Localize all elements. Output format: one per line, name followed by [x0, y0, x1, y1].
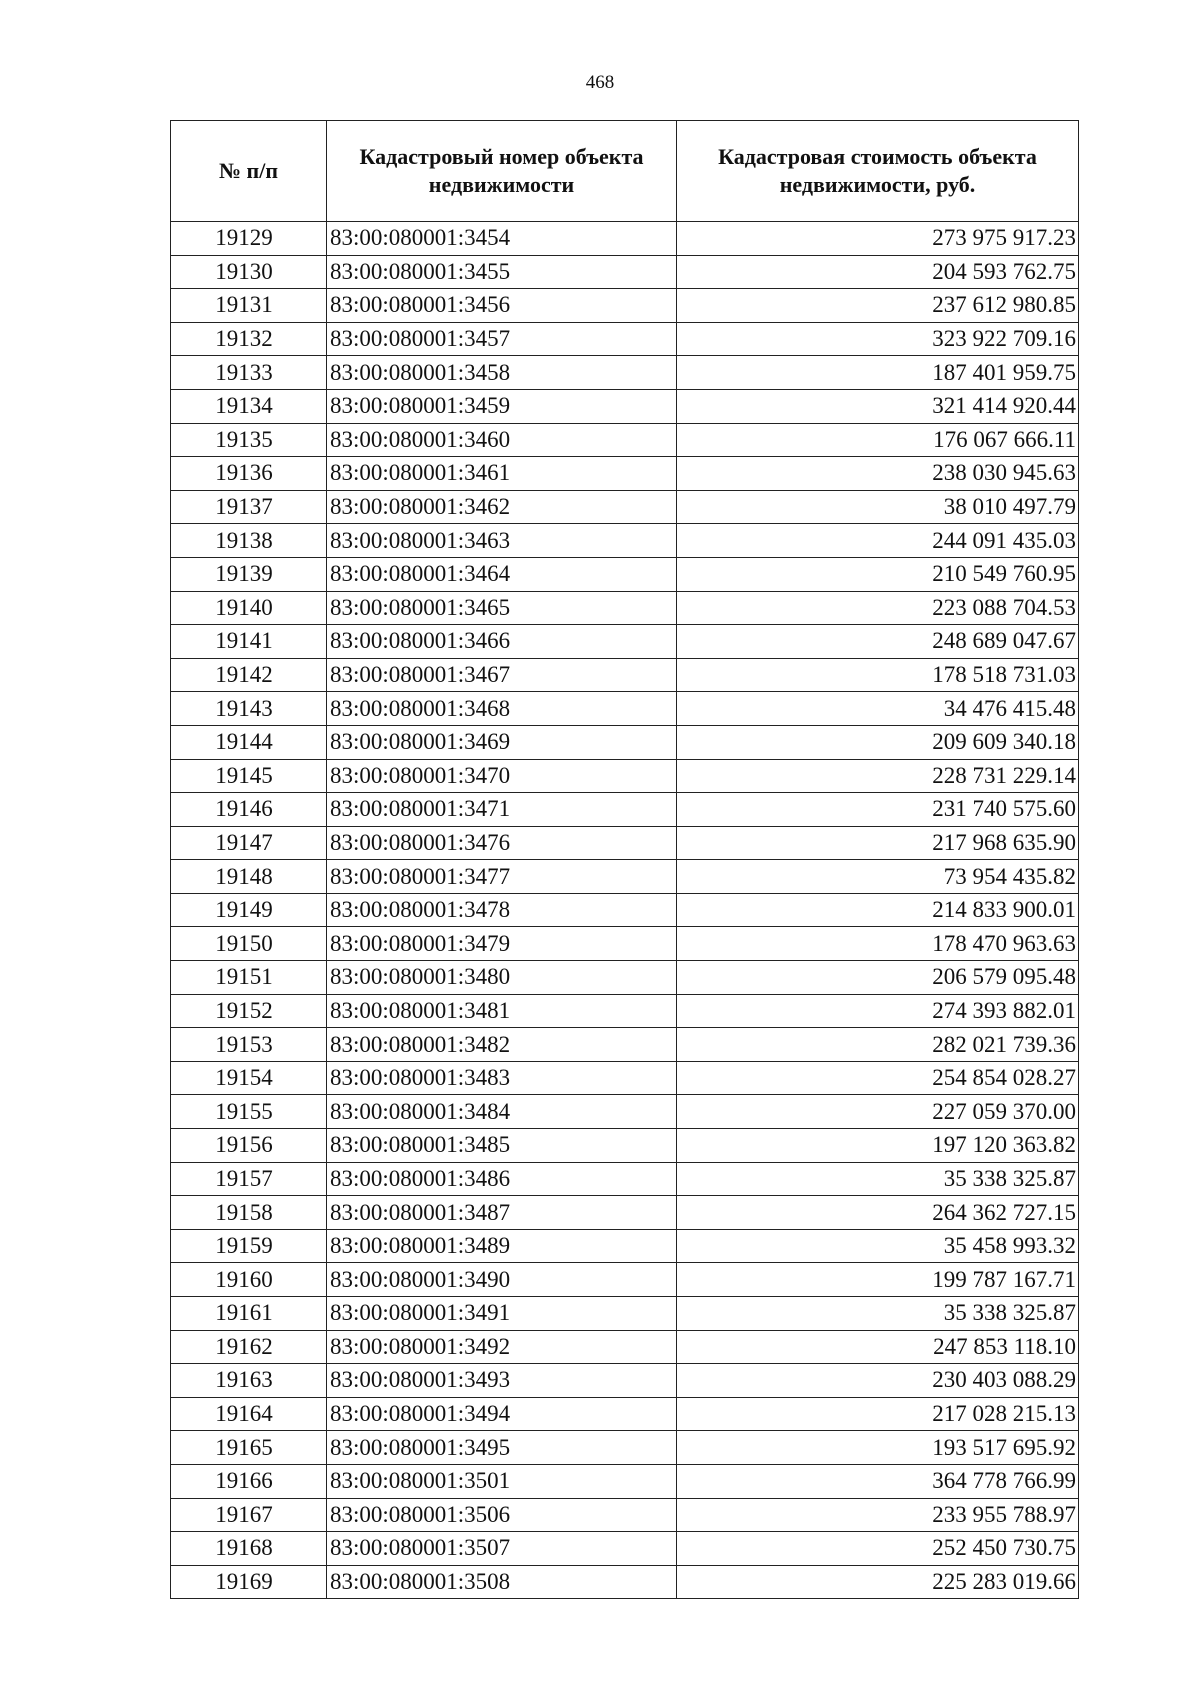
cadastral-value-cell: 197 120 363.82 — [677, 1129, 1079, 1163]
column-header-cadastral-number: Кадастровый номер объекта недвижимости — [327, 121, 677, 222]
table-row — [171, 1532, 1079, 1566]
row-number-cell: 19148 — [171, 860, 327, 894]
table-body — [171, 222, 1079, 1599]
cadastral-number-cell: 83:00:080001:3490 — [327, 1263, 677, 1297]
table-row — [171, 994, 1079, 1028]
cadastral-number-cell: 83:00:080001:3494 — [327, 1397, 677, 1431]
cadastral-value-cell: 231 740 575.60 — [677, 793, 1079, 827]
cadastral-number-cell: 83:00:080001:3508 — [327, 1565, 677, 1599]
cadastral-value-cell: 193 517 695.92 — [677, 1431, 1079, 1465]
cadastral-number-cell: 83:00:080001:3463 — [327, 524, 677, 558]
cadastral-number-cell: 83:00:080001:3470 — [327, 759, 677, 793]
table-row — [171, 1229, 1079, 1263]
row-number-cell: 19129 — [171, 222, 327, 256]
table-row — [171, 893, 1079, 927]
cadastral-number-cell: 83:00:080001:3485 — [327, 1129, 677, 1163]
row-number-cell: 19152 — [171, 994, 327, 1028]
row-number-cell: 19142 — [171, 658, 327, 692]
cadastral-value-cell: 273 975 917.23 — [677, 222, 1079, 256]
cadastral-number-cell: 83:00:080001:3476 — [327, 826, 677, 860]
row-number-cell: 19133 — [171, 356, 327, 390]
cadastral-number-cell: 83:00:080001:3487 — [327, 1196, 677, 1230]
cadastral-number-cell: 83:00:080001:3459 — [327, 389, 677, 423]
cadastral-value-cell: 254 854 028.27 — [677, 1061, 1079, 1095]
cadastral-value-cell: 73 954 435.82 — [677, 860, 1079, 894]
cadastral-value-cell: 35 338 325.87 — [677, 1162, 1079, 1196]
row-number-cell: 19141 — [171, 625, 327, 659]
row-number-cell: 19145 — [171, 759, 327, 793]
cadastral-number-cell: 83:00:080001:3477 — [327, 860, 677, 894]
cadastral-number-cell: 83:00:080001:3482 — [327, 1028, 677, 1062]
row-number-cell: 19151 — [171, 961, 327, 995]
cadastral-number-cell: 83:00:080001:3465 — [327, 591, 677, 625]
cadastral-value-cell: 178 470 963.63 — [677, 927, 1079, 961]
cadastral-value-cell: 38 010 497.79 — [677, 490, 1079, 524]
cadastral-value-cell: 248 689 047.67 — [677, 625, 1079, 659]
cadastral-number-cell: 83:00:080001:3481 — [327, 994, 677, 1028]
row-number-cell: 19156 — [171, 1129, 327, 1163]
cadastral-value-cell: 230 403 088.29 — [677, 1364, 1079, 1398]
cadastral-value-cell: 34 476 415.48 — [677, 692, 1079, 726]
row-number-cell: 19138 — [171, 524, 327, 558]
cadastral-value-cell: 217 968 635.90 — [677, 826, 1079, 860]
cadastral-value-cell: 247 853 118.10 — [677, 1330, 1079, 1364]
row-number-cell: 19147 — [171, 826, 327, 860]
cadastral-value-cell: 244 091 435.03 — [677, 524, 1079, 558]
cadastral-value-cell: 187 401 959.75 — [677, 356, 1079, 390]
cadastral-value-cell: 204 593 762.75 — [677, 255, 1079, 289]
cadastral-value-cell: 227 059 370.00 — [677, 1095, 1079, 1129]
row-number-cell: 19161 — [171, 1297, 327, 1331]
row-number-cell: 19153 — [171, 1028, 327, 1062]
cadastral-number-cell: 83:00:080001:3478 — [327, 893, 677, 927]
row-number-cell: 19165 — [171, 1431, 327, 1465]
table-row — [171, 524, 1079, 558]
cadastral-value-cell: 252 450 730.75 — [677, 1532, 1079, 1566]
table-row — [171, 423, 1079, 457]
table-row — [171, 759, 1079, 793]
cadastral-value-cell: 209 609 340.18 — [677, 725, 1079, 759]
cadastral-value-cell: 35 458 993.32 — [677, 1229, 1079, 1263]
row-number-cell: 19132 — [171, 322, 327, 356]
cadastral-value-cell: 233 955 788.97 — [677, 1498, 1079, 1532]
cadastral-value-cell: 228 731 229.14 — [677, 759, 1079, 793]
cadastral-number-cell: 83:00:080001:3492 — [327, 1330, 677, 1364]
row-number-cell: 19144 — [171, 725, 327, 759]
row-number-cell: 19158 — [171, 1196, 327, 1230]
cadastral-value-cell: 321 414 920.44 — [677, 389, 1079, 423]
cadastral-number-cell: 83:00:080001:3480 — [327, 961, 677, 995]
cadastral-value-cell: 223 088 704.53 — [677, 591, 1079, 625]
row-number-cell: 19136 — [171, 457, 327, 491]
cadastral-value-cell: 206 579 095.48 — [677, 961, 1079, 995]
table-row — [171, 1464, 1079, 1498]
table-row — [171, 1095, 1079, 1129]
cadastral-number-cell: 83:00:080001:3501 — [327, 1464, 677, 1498]
table-row — [171, 356, 1079, 390]
cadastral-number-cell: 83:00:080001:3486 — [327, 1162, 677, 1196]
row-number-cell: 19139 — [171, 557, 327, 591]
table-row — [171, 1196, 1079, 1230]
cadastral-value-cell: 237 612 980.85 — [677, 289, 1079, 323]
row-number-cell: 19168 — [171, 1532, 327, 1566]
row-number-cell: 19130 — [171, 255, 327, 289]
cadastral-number-cell: 83:00:080001:3456 — [327, 289, 677, 323]
table-row — [171, 289, 1079, 323]
cadastral-value-cell: 225 283 019.66 — [677, 1565, 1079, 1599]
row-number-cell: 19163 — [171, 1364, 327, 1398]
cadastral-number-cell: 83:00:080001:3462 — [327, 490, 677, 524]
cadastral-value-cell: 323 922 709.16 — [677, 322, 1079, 356]
cadastral-value-cell: 210 549 760.95 — [677, 557, 1079, 591]
cadastral-number-cell: 83:00:080001:3466 — [327, 625, 677, 659]
row-number-cell: 19155 — [171, 1095, 327, 1129]
cadastral-value-cell: 264 362 727.15 — [677, 1196, 1079, 1230]
cadastral-number-cell: 83:00:080001:3468 — [327, 692, 677, 726]
cadastral-value-cell: 282 021 739.36 — [677, 1028, 1079, 1062]
table-row — [171, 961, 1079, 995]
cadastral-number-cell: 83:00:080001:3455 — [327, 255, 677, 289]
cadastral-value-cell: 217 028 215.13 — [677, 1397, 1079, 1431]
row-number-cell: 19131 — [171, 289, 327, 323]
table-row — [171, 826, 1079, 860]
row-number-cell: 19140 — [171, 591, 327, 625]
table-row — [171, 591, 1079, 625]
table-row — [171, 557, 1079, 591]
table-row — [171, 793, 1079, 827]
row-number-cell: 19164 — [171, 1397, 327, 1431]
row-number-cell: 19134 — [171, 389, 327, 423]
cadastral-number-cell: 83:00:080001:3483 — [327, 1061, 677, 1095]
row-number-cell: 19154 — [171, 1061, 327, 1095]
table-row — [171, 625, 1079, 659]
cadastral-number-cell: 83:00:080001:3460 — [327, 423, 677, 457]
page-number: 468 — [585, 72, 615, 93]
table-row — [171, 1565, 1079, 1599]
cadastral-value-cell: 274 393 882.01 — [677, 994, 1079, 1028]
row-number-cell: 19159 — [171, 1229, 327, 1263]
table-row — [171, 389, 1079, 423]
table-row — [171, 927, 1079, 961]
row-number-cell: 19137 — [171, 490, 327, 524]
cadastral-number-cell: 83:00:080001:3507 — [327, 1532, 677, 1566]
table-row — [171, 222, 1079, 256]
cadastral-value-cell: 35 338 325.87 — [677, 1297, 1079, 1331]
cadastral-number-cell: 83:00:080001:3461 — [327, 457, 677, 491]
table-row — [171, 1297, 1079, 1331]
cadastral-number-cell: 83:00:080001:3471 — [327, 793, 677, 827]
row-number-cell: 19157 — [171, 1162, 327, 1196]
cadastral-number-cell: 83:00:080001:3506 — [327, 1498, 677, 1532]
column-header-cadastral-value: Кадастровая стоимость объекта недвижимости, руб. — [677, 121, 1079, 222]
table-row — [171, 490, 1079, 524]
table-header-row — [171, 121, 1079, 222]
row-number-cell: 19162 — [171, 1330, 327, 1364]
table-row — [171, 1431, 1079, 1465]
table-row — [171, 255, 1079, 289]
cadastral-number-cell: 83:00:080001:3467 — [327, 658, 677, 692]
cadastral-number-cell: 83:00:080001:3464 — [327, 557, 677, 591]
table-row — [171, 457, 1079, 491]
cadastral-value-cell: 178 518 731.03 — [677, 658, 1079, 692]
table-row — [171, 322, 1079, 356]
row-number-cell: 19160 — [171, 1263, 327, 1297]
cadastral-number-cell: 83:00:080001:3484 — [327, 1095, 677, 1129]
cadastral-number-cell: 83:00:080001:3457 — [327, 322, 677, 356]
table-row — [171, 692, 1079, 726]
row-number-cell: 19150 — [171, 927, 327, 961]
row-number-cell: 19149 — [171, 893, 327, 927]
table-row — [171, 658, 1079, 692]
table-row — [171, 1498, 1079, 1532]
row-number-cell: 19146 — [171, 793, 327, 827]
cadastral-value-cell: 199 787 167.71 — [677, 1263, 1079, 1297]
row-number-cell: 19135 — [171, 423, 327, 457]
table-row — [171, 1162, 1079, 1196]
cadastral-number-cell: 83:00:080001:3458 — [327, 356, 677, 390]
cadastral-value-cell: 364 778 766.99 — [677, 1464, 1079, 1498]
table-row — [171, 1330, 1079, 1364]
cadastral-number-cell: 83:00:080001:3493 — [327, 1364, 677, 1398]
cadastral-value-cell: 214 833 900.01 — [677, 893, 1079, 927]
cadastral-number-cell: 83:00:080001:3489 — [327, 1229, 677, 1263]
cadastral-number-cell: 83:00:080001:3469 — [327, 725, 677, 759]
table-row — [171, 1263, 1079, 1297]
row-number-cell: 19169 — [171, 1565, 327, 1599]
table-row — [171, 1364, 1079, 1398]
cadastral-number-cell: 83:00:080001:3454 — [327, 222, 677, 256]
table-row — [171, 860, 1079, 894]
cadastral-value-cell: 238 030 945.63 — [677, 457, 1079, 491]
row-number-cell: 19166 — [171, 1464, 327, 1498]
cadastral-value-cell: 176 067 666.11 — [677, 423, 1079, 457]
column-header-number: № п/п — [171, 121, 327, 222]
cadastral-number-cell: 83:00:080001:3491 — [327, 1297, 677, 1331]
table-row — [171, 1061, 1079, 1095]
table-row — [171, 1028, 1079, 1062]
row-number-cell: 19167 — [171, 1498, 327, 1532]
table-row — [171, 1397, 1079, 1431]
cadastral-number-cell: 83:00:080001:3495 — [327, 1431, 677, 1465]
table-row — [171, 1129, 1079, 1163]
row-number-cell: 19143 — [171, 692, 327, 726]
cadastral-value-table — [170, 120, 1079, 1599]
table-row — [171, 725, 1079, 759]
cadastral-number-cell: 83:00:080001:3479 — [327, 927, 677, 961]
